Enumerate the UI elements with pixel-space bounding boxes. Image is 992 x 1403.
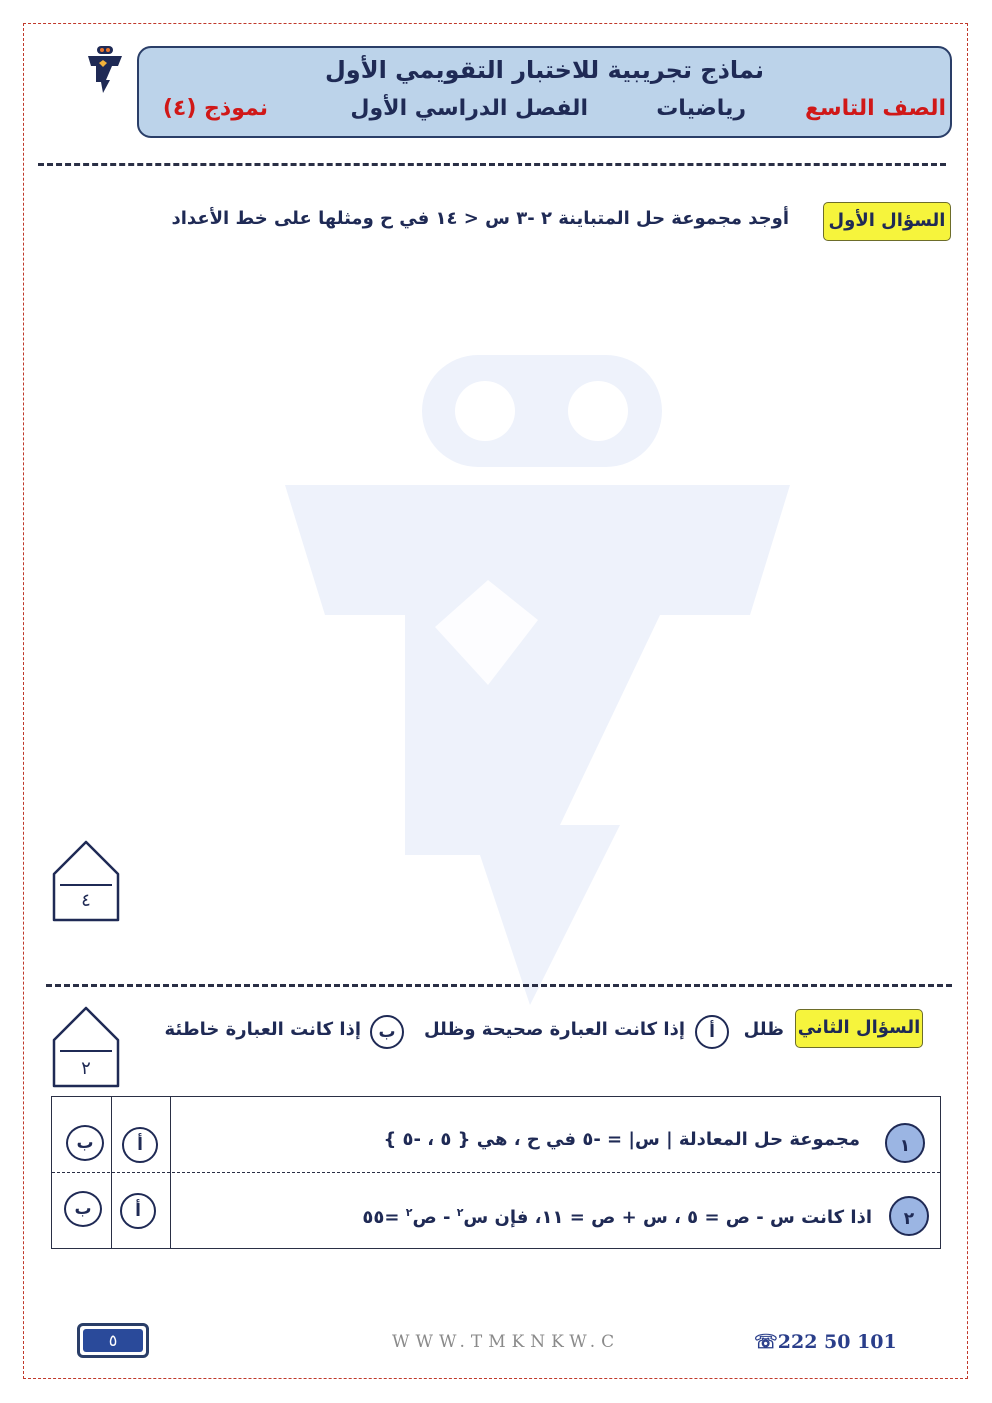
footer-page-badge bbox=[77, 1323, 149, 1358]
item1-number: ١ bbox=[885, 1123, 925, 1163]
item2-option-b[interactable]: ب bbox=[64, 1191, 102, 1227]
question2-instruction-true: إذا كانت العبارة صحيحة وظلل bbox=[423, 1019, 685, 1040]
question1-label: السؤال الأول bbox=[823, 202, 951, 241]
item2-text-mid: - ص bbox=[412, 1207, 457, 1228]
question2-instruction-shade: ظلل bbox=[743, 1019, 784, 1040]
footer-website: WWW.TMKNKW.C bbox=[392, 1332, 621, 1352]
section-divider-top bbox=[38, 163, 946, 166]
header-title: نماذج تجريبية للاختبار التقويمي الأول bbox=[324, 56, 765, 84]
item2-option-a[interactable]: أ bbox=[120, 1193, 156, 1229]
header-panel bbox=[137, 46, 952, 138]
item2-sup1: ٢ bbox=[456, 1206, 464, 1219]
item2-sup2: ٢ bbox=[405, 1206, 413, 1219]
question2-instruction-letter-a: أ bbox=[695, 1015, 729, 1049]
header-grade: الصف التاسع bbox=[804, 96, 946, 121]
table-row-divider bbox=[52, 1172, 940, 1173]
item1-option-a[interactable]: أ bbox=[122, 1127, 158, 1163]
question1-score: ٤ bbox=[81, 890, 91, 911]
question1-score-box bbox=[52, 840, 120, 922]
question2-label: السؤال الثاني bbox=[795, 1009, 923, 1048]
item2-text-main: اذا كانت س - ص = ٥ ، س + ص = ١١، فإن س bbox=[463, 1207, 872, 1228]
item1-statement: مجموعة حل المعادلة | س| = -٥ في ح ، هي { ٥ ، -٥ } bbox=[383, 1129, 860, 1150]
item2-statement bbox=[362, 1206, 872, 1228]
item2-number: ٢ bbox=[889, 1196, 929, 1236]
question2-score: ٢ bbox=[81, 1058, 91, 1079]
brand-logo-icon bbox=[86, 44, 124, 94]
footer-phone: ☏222 50 101 bbox=[754, 1331, 897, 1353]
header-semester: الفصل الدراسي الأول bbox=[350, 96, 588, 121]
section-divider-middle bbox=[46, 984, 952, 987]
question2-instruction-letter-b: ب bbox=[370, 1015, 404, 1049]
question1-text: أوجد مجموعة حل المتباينة ٢ -٣ س < ١٤ في ح ومثلها على خط الأعداد bbox=[171, 208, 789, 229]
watermark-logo-icon bbox=[280, 355, 800, 1005]
footer-page-number: ٥ bbox=[83, 1329, 143, 1352]
question2-instruction-false: إذا كانت العبارة خاطئة bbox=[164, 1019, 361, 1040]
header-subject: رياضيات bbox=[656, 96, 746, 121]
question2-score-box bbox=[52, 1006, 120, 1088]
item1-option-b[interactable]: ب bbox=[66, 1125, 104, 1161]
header-model: نموذج (٤) bbox=[162, 96, 268, 121]
item2-text-end: =٥٥ bbox=[362, 1207, 406, 1228]
